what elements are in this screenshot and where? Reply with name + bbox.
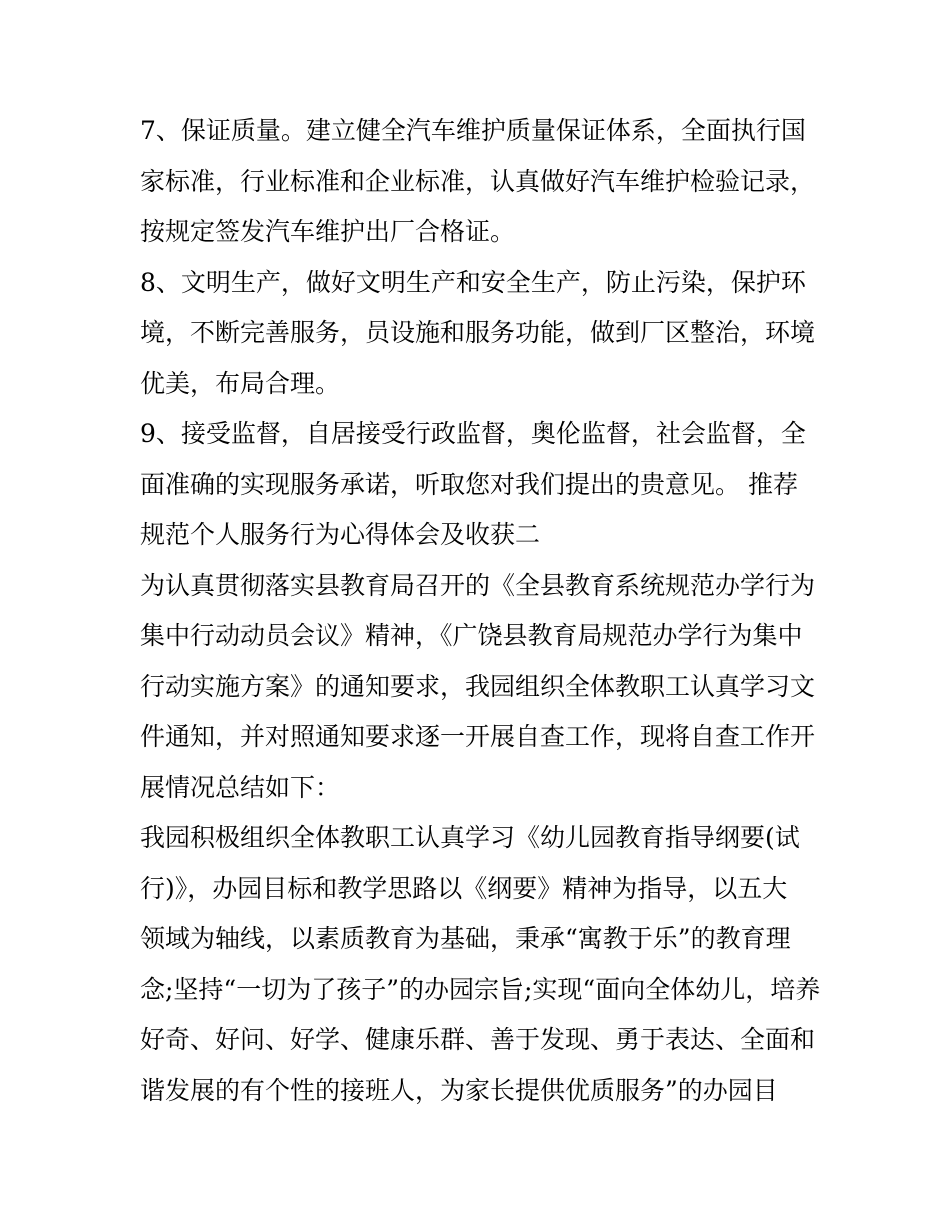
text-line: 优美，布局合理。 xyxy=(140,368,341,398)
text-line: 9、接受监督，自居接受行政监督，奥伦监督，社会监督，全 xyxy=(140,419,806,448)
text-line: 行)》，办园目标和教学思路以《纲要》精神为指导，以五大 xyxy=(140,873,788,903)
text-line: 谐发展的有个性的接班人，为家长提供优质服务”的办园目 xyxy=(140,1075,778,1105)
text-line: 7、保证质量。建立健全汽车维护质量保证体系，全面执行国 xyxy=(140,116,806,145)
text-line: 我园积极组织全体教职工认真学习《幼儿园教育指导纲要(试 xyxy=(140,823,800,852)
text-line: 领域为轴线，以素质教育为基础，秉承“寓教于乐”的教育理 xyxy=(140,924,791,953)
text-line: 境，不断完善服务，员设施和服务功能，做到厂区整治，环境 xyxy=(140,318,816,347)
text-line: 面准确的实现服务承诺，听取您对我们提出的贵意见。 推荐 xyxy=(140,469,798,499)
document-body xyxy=(140,106,830,1116)
section-heading: 规范个人服务行为心得体会及收获二 xyxy=(140,520,541,549)
text-line: 集中行动动员会议》精神，《广饶县教育局规范办学行为集中 xyxy=(140,621,803,650)
text-line: 8、文明生产，做好文明生产和安全生产，防止污染，保护环 xyxy=(140,267,806,297)
text-line: 按规定签发汽车维护出厂合格证。 xyxy=(140,217,516,246)
text-line: 展情况总结如下： xyxy=(140,772,341,802)
text-line: 件通知，并对照通知要求逐一开展自查工作，现将自查工作开 xyxy=(140,722,816,751)
text-line: 为认真贯彻落实县教育局召开的《全县教育系统规范办学行为 xyxy=(140,570,816,600)
text-line: 好奇、好问、好学、健康乐群、善于发现、勇于表达、全面和 xyxy=(140,1025,816,1054)
text-line: 家标准，行业标准和企业标准，认真做好汽车维护检验记录， xyxy=(140,166,816,196)
text-line: 念;坚持“一切为了孩子”的办园宗旨;实现“面向全体幼儿，培养 xyxy=(140,974,821,1004)
text-line: 行动实施方案》的通知要求，我园组织全体教职工认真学习文 xyxy=(140,671,816,701)
